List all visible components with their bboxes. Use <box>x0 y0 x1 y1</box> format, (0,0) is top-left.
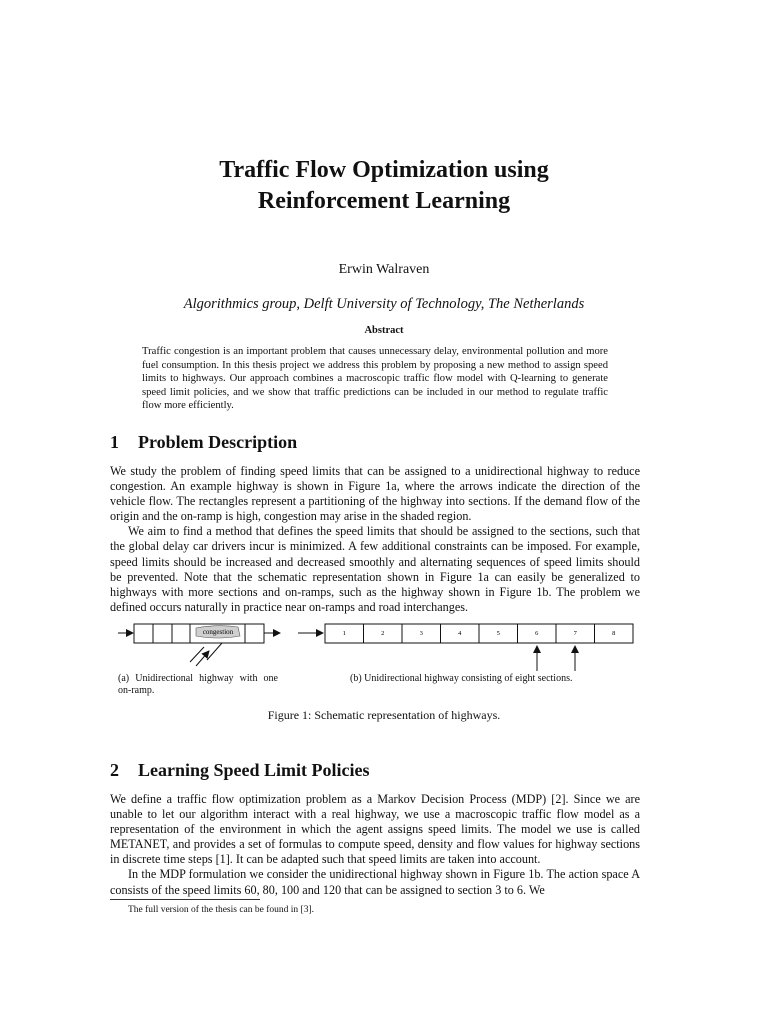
section-1-number: 1 <box>110 432 119 452</box>
section-2-number: 2 <box>110 760 119 780</box>
section-2-heading <box>110 760 370 781</box>
section-1-title: Problem Description <box>138 432 298 452</box>
section-2-title: Learning Speed Limit Policies <box>138 760 370 780</box>
section-number-label: 2 <box>381 630 385 637</box>
figure-1b-caption: (b) Unidirectional highway consisting of eight sections. <box>350 673 573 684</box>
section-number-label: 4 <box>458 630 462 637</box>
highway-a <box>118 624 280 666</box>
author-name: Erwin Walraven <box>338 262 430 277</box>
section-2-body <box>110 792 640 898</box>
footnote-rule <box>110 899 260 900</box>
section-number-label: 3 <box>419 630 423 637</box>
section-number-label: 5 <box>496 630 500 637</box>
section-2-paragraph-2: In the MDP formulation we consider the unidirectional highway shown in Figure 1b. The action space A consists of the speed limits 60, 80, 100 and 120 that can be assigned to section 3 to 6. We <box>110 867 640 897</box>
section-number-label: 6 <box>535 630 539 637</box>
highway-b <box>298 624 633 671</box>
author-affiliation: Algorithmics group, Delft University of Technology, The Netherlands <box>183 296 585 312</box>
section-dividers <box>364 624 595 643</box>
figure-1a-caption: (a) Unidirectional highway with one on-ramp. <box>118 673 278 696</box>
section-number-label: 1 <box>342 630 346 637</box>
section-2-paragraph-1: We define a traffic flow optimization problem as a Markov Decision Process (MDP) [2]. Since we are unable to let our algorithm interact with a real highway, we use a macroscopic traffic flow model as a representation of the environment in which the agent assigns speed limits. The model we use is called METANET, and provides a set of formulas to compute speed, density and flow values for highway sections in discrete time steps [1]. It can be adapted such that speed limits are taken into account. <box>110 792 640 867</box>
footnote: The full version of the thesis can be found in [3]. <box>128 905 314 915</box>
section-number-label: 7 <box>573 630 577 637</box>
section-1-paragraph-1: We study the problem of finding speed limits that can be assigned to a unidirectional highway to reduce congestion. An example highway is shown in Figure 1a, where the arrows indicate the direction of the vehicle flow. The rectangles represent a partitioning of the highway into sections. If the demand flow of the origin and the on-ramp is high, congestion may arise in the shaded region. <box>110 464 640 524</box>
on-ramp-edge <box>207 643 222 660</box>
section-1-paragraph-2: We aim to find a method that defines the speed limits that should be assigned to the sections, such that the global delay car drivers incur is minimized. A few additional constraints can be imposed. For example, speed limits should be increased and decreased smoothly and alternating sequences of speed limits should be prevented. Note that the schematic representation shown in Figure 1a can easily be generalized to highways with more sections and on-ramps, such as the highway shown in Figure 1b. The problem we defined occurs naturally in practice near on-ramps and road interchanges. <box>110 524 640 614</box>
figure-1-caption: Figure 1: Schematic representation of highways. <box>267 708 501 722</box>
congestion-label: congestion <box>202 628 234 636</box>
section-number-label: 8 <box>612 630 616 637</box>
abstract-heading: Abstract <box>364 325 404 336</box>
abstract-text: Traffic congestion is an important problem that causes unnecessary delay, environmental pollution and more fuel consumption. In this thesis project we address this problem by proposing a new method to assign speed limits to highways. Our approach combines a macroscopic traffic flow model with Q-learning to generate speed limit policies, and we show that traffic predictions can be included in our method to regulate traffic flow more efficiently. <box>142 346 608 411</box>
title-line-1: Traffic Flow Optimization using <box>219 157 549 183</box>
title-line-2: Reinforcement Learning <box>257 188 511 214</box>
